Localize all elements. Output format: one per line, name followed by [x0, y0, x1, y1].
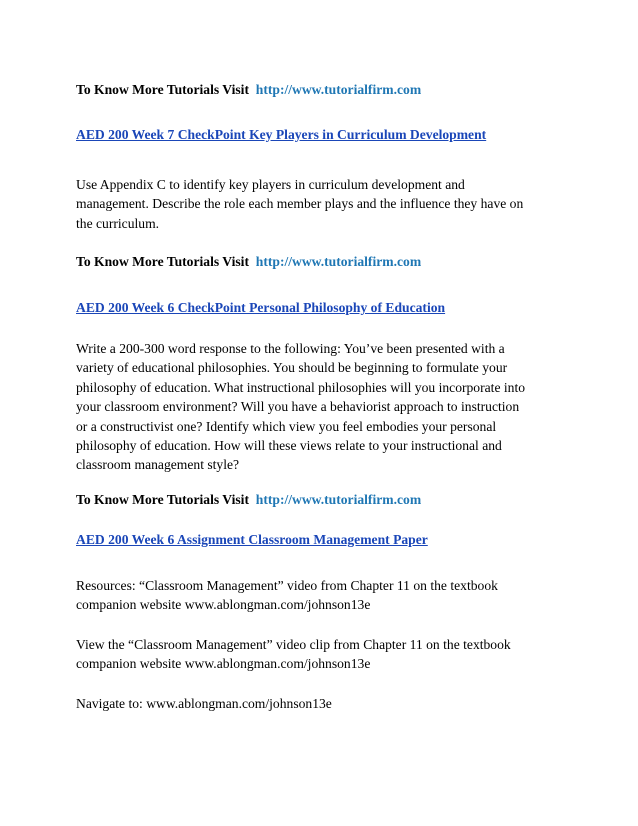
- promo-line-3: [76, 490, 576, 510]
- body-line: Navigate to: www.ablongman.com/johnson13e: [76, 696, 332, 711]
- promo-label: To Know More Tutorials Visit: [76, 82, 249, 97]
- promo-line-2: [76, 252, 576, 272]
- body-line: variety of educational philosophies. You should be beginning to formulate your: [76, 360, 508, 376]
- promo-line-1: [76, 80, 576, 100]
- body-line: companion website www.ablongman.com/johnson13e: [76, 597, 371, 613]
- body-line: Use Appendix C to identify key players in curriculum development and: [76, 177, 465, 192]
- body-line: Resources: “Classroom Management” video from Chapter 11 on the textbook: [76, 578, 498, 593]
- promo-link[interactable]: http://www.tutorialfirm.com: [255, 254, 422, 269]
- body-line: philosophy of education. What instructional philosophies will you incorporate into: [76, 379, 526, 395]
- section-1-body: [76, 175, 554, 233]
- body-line: philosophy of education. How will these views relate to your instructional and: [76, 438, 502, 454]
- section-1-heading[interactable]: AED 200 Week 7 CheckPoint Key Players in Curriculum Development: [76, 127, 487, 142]
- body-line: the curriculum.: [76, 215, 160, 231]
- section-3-heading[interactable]: AED 200 Week 6 Assignment Classroom Management Paper: [76, 532, 428, 547]
- section-2-body: [76, 339, 554, 475]
- section-3-paragraph-1: [76, 576, 554, 615]
- section-3-paragraph-3: [76, 694, 554, 713]
- body-line: companion website www.ablongman.com/johnson13e: [76, 656, 371, 672]
- body-line: management. Describe the role each member plays and the influence they have on: [76, 196, 524, 212]
- body-line: View the “Classroom Management” video clip from Chapter 11 on the textbook: [76, 637, 511, 652]
- promo-link[interactable]: http://www.tutorialfirm.com: [255, 82, 422, 97]
- promo-label: To Know More Tutorials Visit: [76, 492, 249, 507]
- promo-label: To Know More Tutorials Visit: [76, 254, 249, 269]
- promo-link[interactable]: http://www.tutorialfirm.com: [255, 492, 422, 507]
- body-line: your classroom environment? Will you have a behaviorist approach to instruction: [76, 399, 520, 415]
- body-line: or a constructivist one? Identify which view you feel embodies your personal: [76, 418, 497, 434]
- section-2-heading[interactable]: AED 200 Week 6 CheckPoint Personal Philosophy of Education: [76, 300, 446, 315]
- body-line: Write a 200-300 word response to the following: You’ve been presented with a: [76, 341, 505, 356]
- body-line: classroom management style?: [76, 457, 240, 473]
- section-3-paragraph-2: [76, 635, 554, 674]
